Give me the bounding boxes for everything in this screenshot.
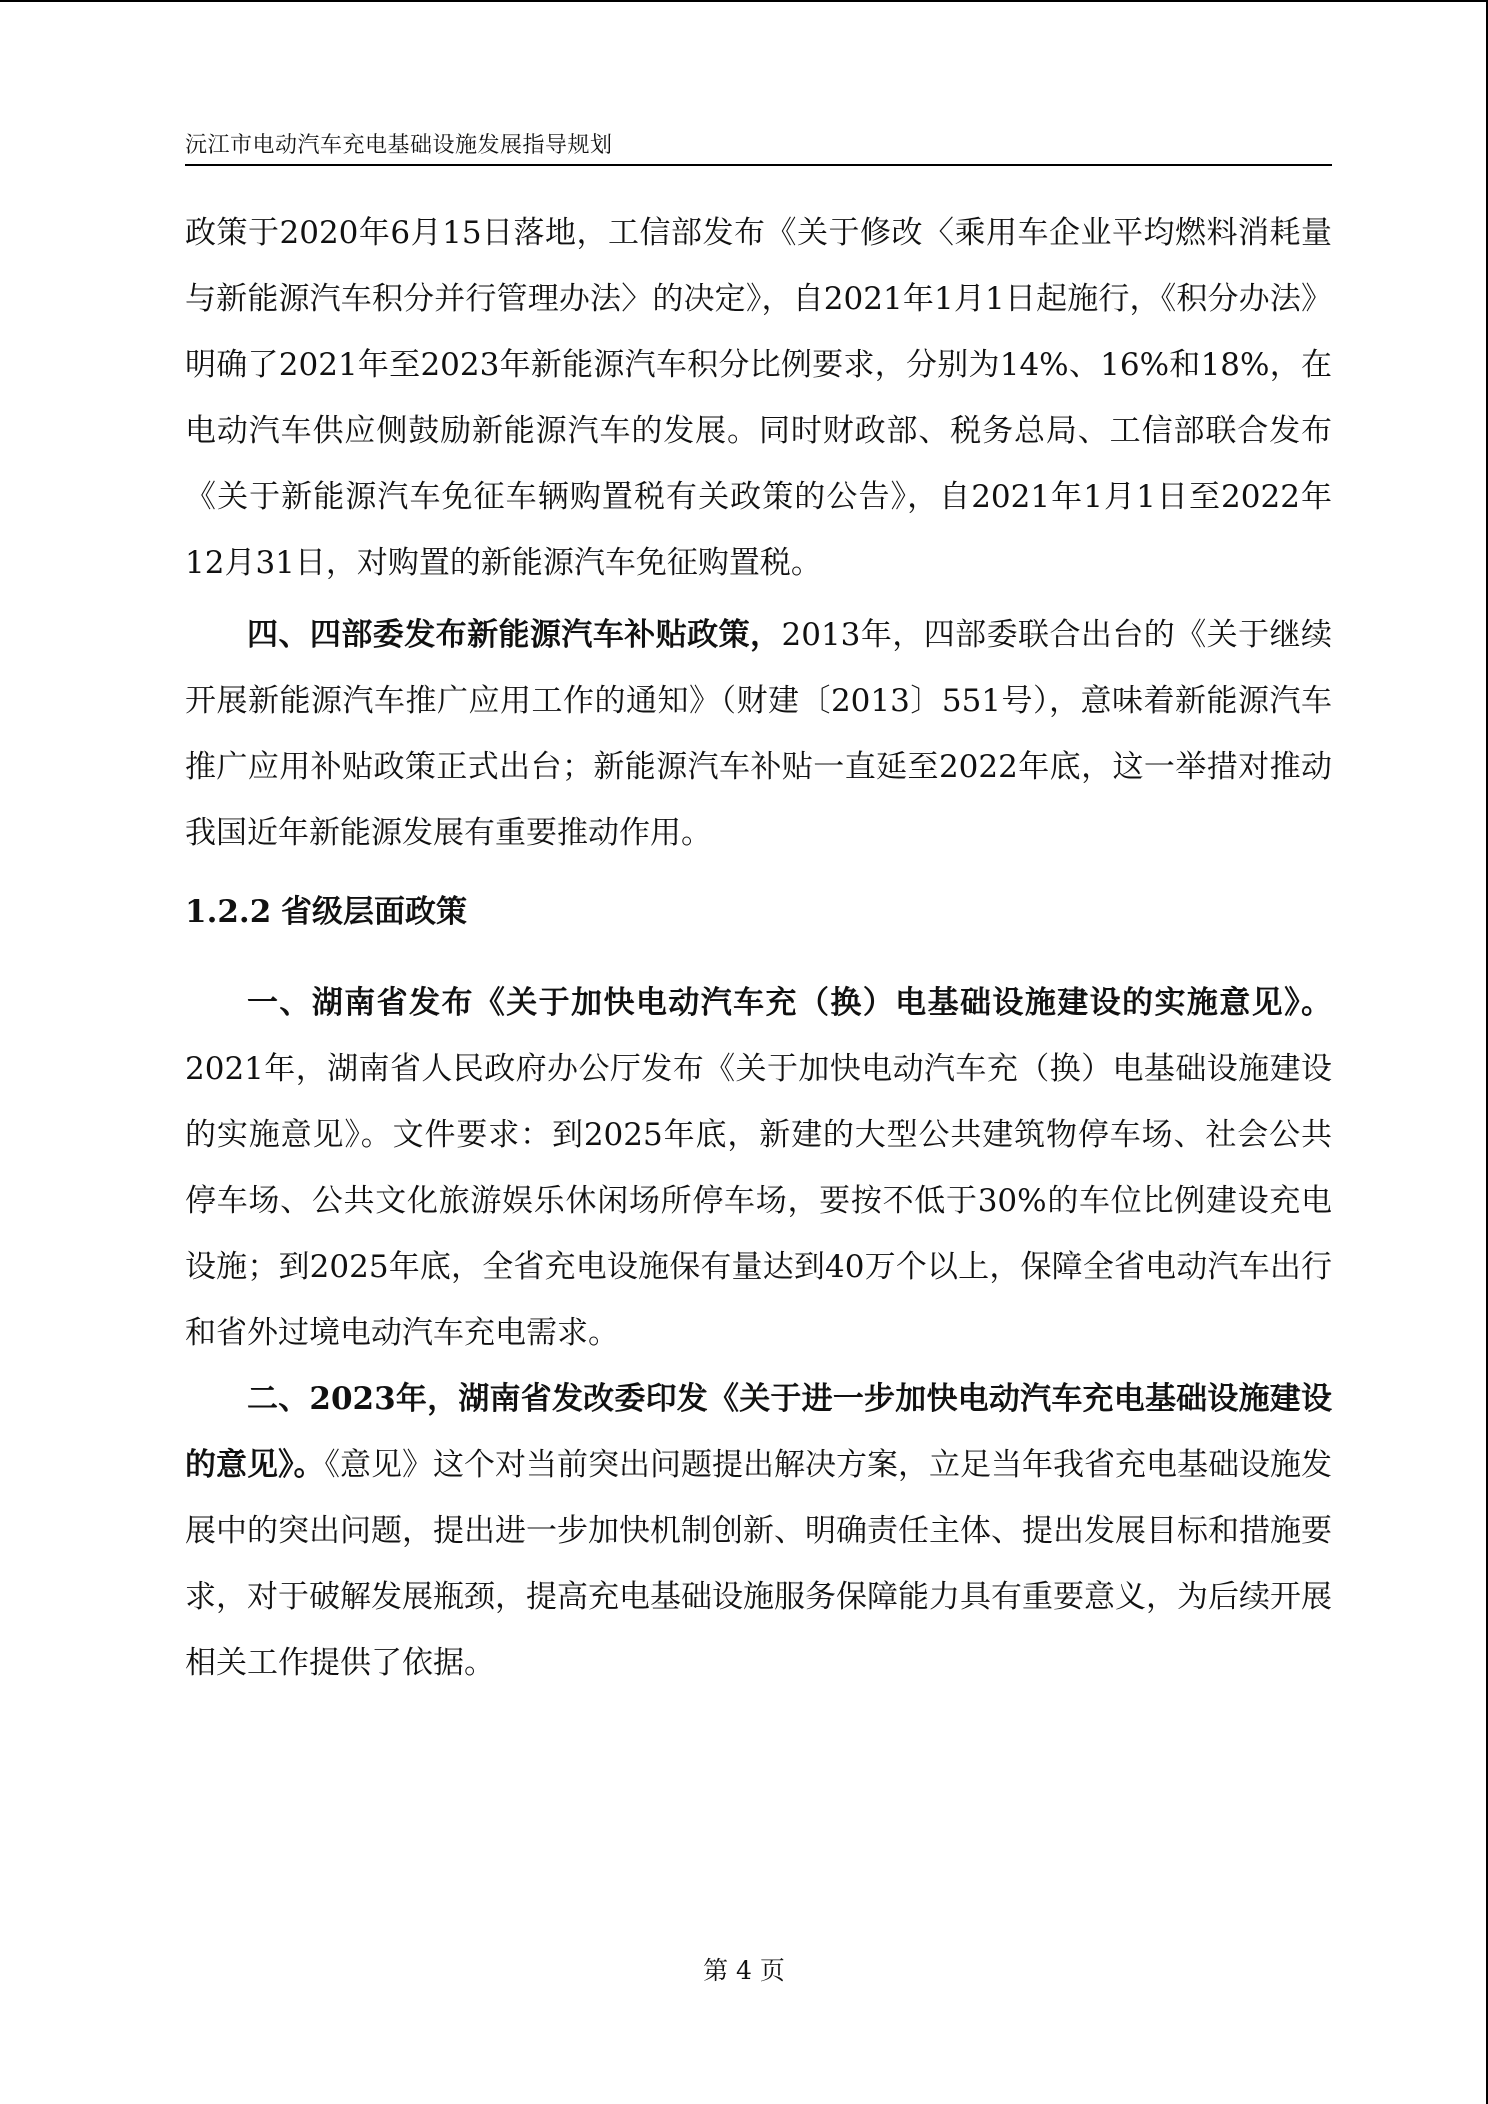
subsidy-policy-heading: 四、四部委发布新能源汽车补贴政策， <box>247 617 782 653</box>
section-heading <box>185 872 1332 952</box>
section-title: 省级层面政策 <box>281 894 467 930</box>
paragraph-subsidy-policy <box>185 602 1332 866</box>
provincial-item-2-text: 《意见》这个对当前突出问题提出解决方案，立足当年我省充电基础设施发展中的突出问题，提出进一步加快机制创新、明确责任主体、提出发展目标和措施要求，对于破解发展瓶颈，提高充电基础设施服务保障能力具有重要意义，为后续开展相关工作提供了依据。 <box>185 1447 1332 1681</box>
paragraph-provincial-item-2 <box>185 1366 1332 1696</box>
running-header: 沅江市电动汽车充电基础设施发展指导规划 <box>185 128 1332 166</box>
paragraph-national-policy-continued: 政策于2020年6月15日落地，工信部发布《关于修改〈乘用车企业平均燃料消耗量与新能源汽车积分并行管理办法〉的决定》，自2021年1月1日起施行，《积分办法》明确了2021年至2023年新能源汽车积分比例要求，分别为14%、16%和18%，在电动汽车供应侧鼓励新能源汽车的发展。同时财政部、税务总局、工信部联合发布《关于新能源汽车免征车辆购置税有关政策的公告》，自2021年1月1日至2022年12月31日，对购置的新能源汽车免征购置税。 <box>185 215 1332 581</box>
document-body <box>185 200 1332 1696</box>
paragraph-provincial-item-1 <box>185 970 1332 1366</box>
provincial-item-2-heading: 二、2023年，湖南省发改委印发《关于进一步加快电动汽车充电基础设施建设的意见》。 <box>185 1381 1332 1483</box>
subsidy-policy-text: 2013年，四部委联合出台的《关于继续开展新能源汽车推广应用工作的通知》（财建〔2013〕551号），意味着新能源汽车推广应用补贴政策正式出台；新能源汽车补贴一直延至2022年底，这一举措对推动我国近年新能源发展有重要推动作用。 <box>185 617 1332 851</box>
provincial-item-1-text: 2021年，湖南省人民政府办公厅发布《关于加快电动汽车充（换）电基础设施建设的实施意见》。文件要求：到2025年底，新建的大型公共建筑物停车场、社会公共停车场、公共文化旅游娱乐休闲场所停车场，要按不低于30%的车位比例建设充电设施；到2025年底，全省充电设施保有量达到40万个以上，保障全省电动汽车出行和省外过境电动汽车充电需求。 <box>185 1051 1332 1351</box>
provincial-item-1-heading: 一、湖南省发布《关于加快电动汽车充（换）电基础设施建设的实施意见》。 <box>247 985 1332 1021</box>
section-number: 1.2.2 <box>185 894 272 930</box>
page-number: 第 4 页 <box>703 1956 785 1985</box>
page-top-border <box>0 0 1488 2</box>
